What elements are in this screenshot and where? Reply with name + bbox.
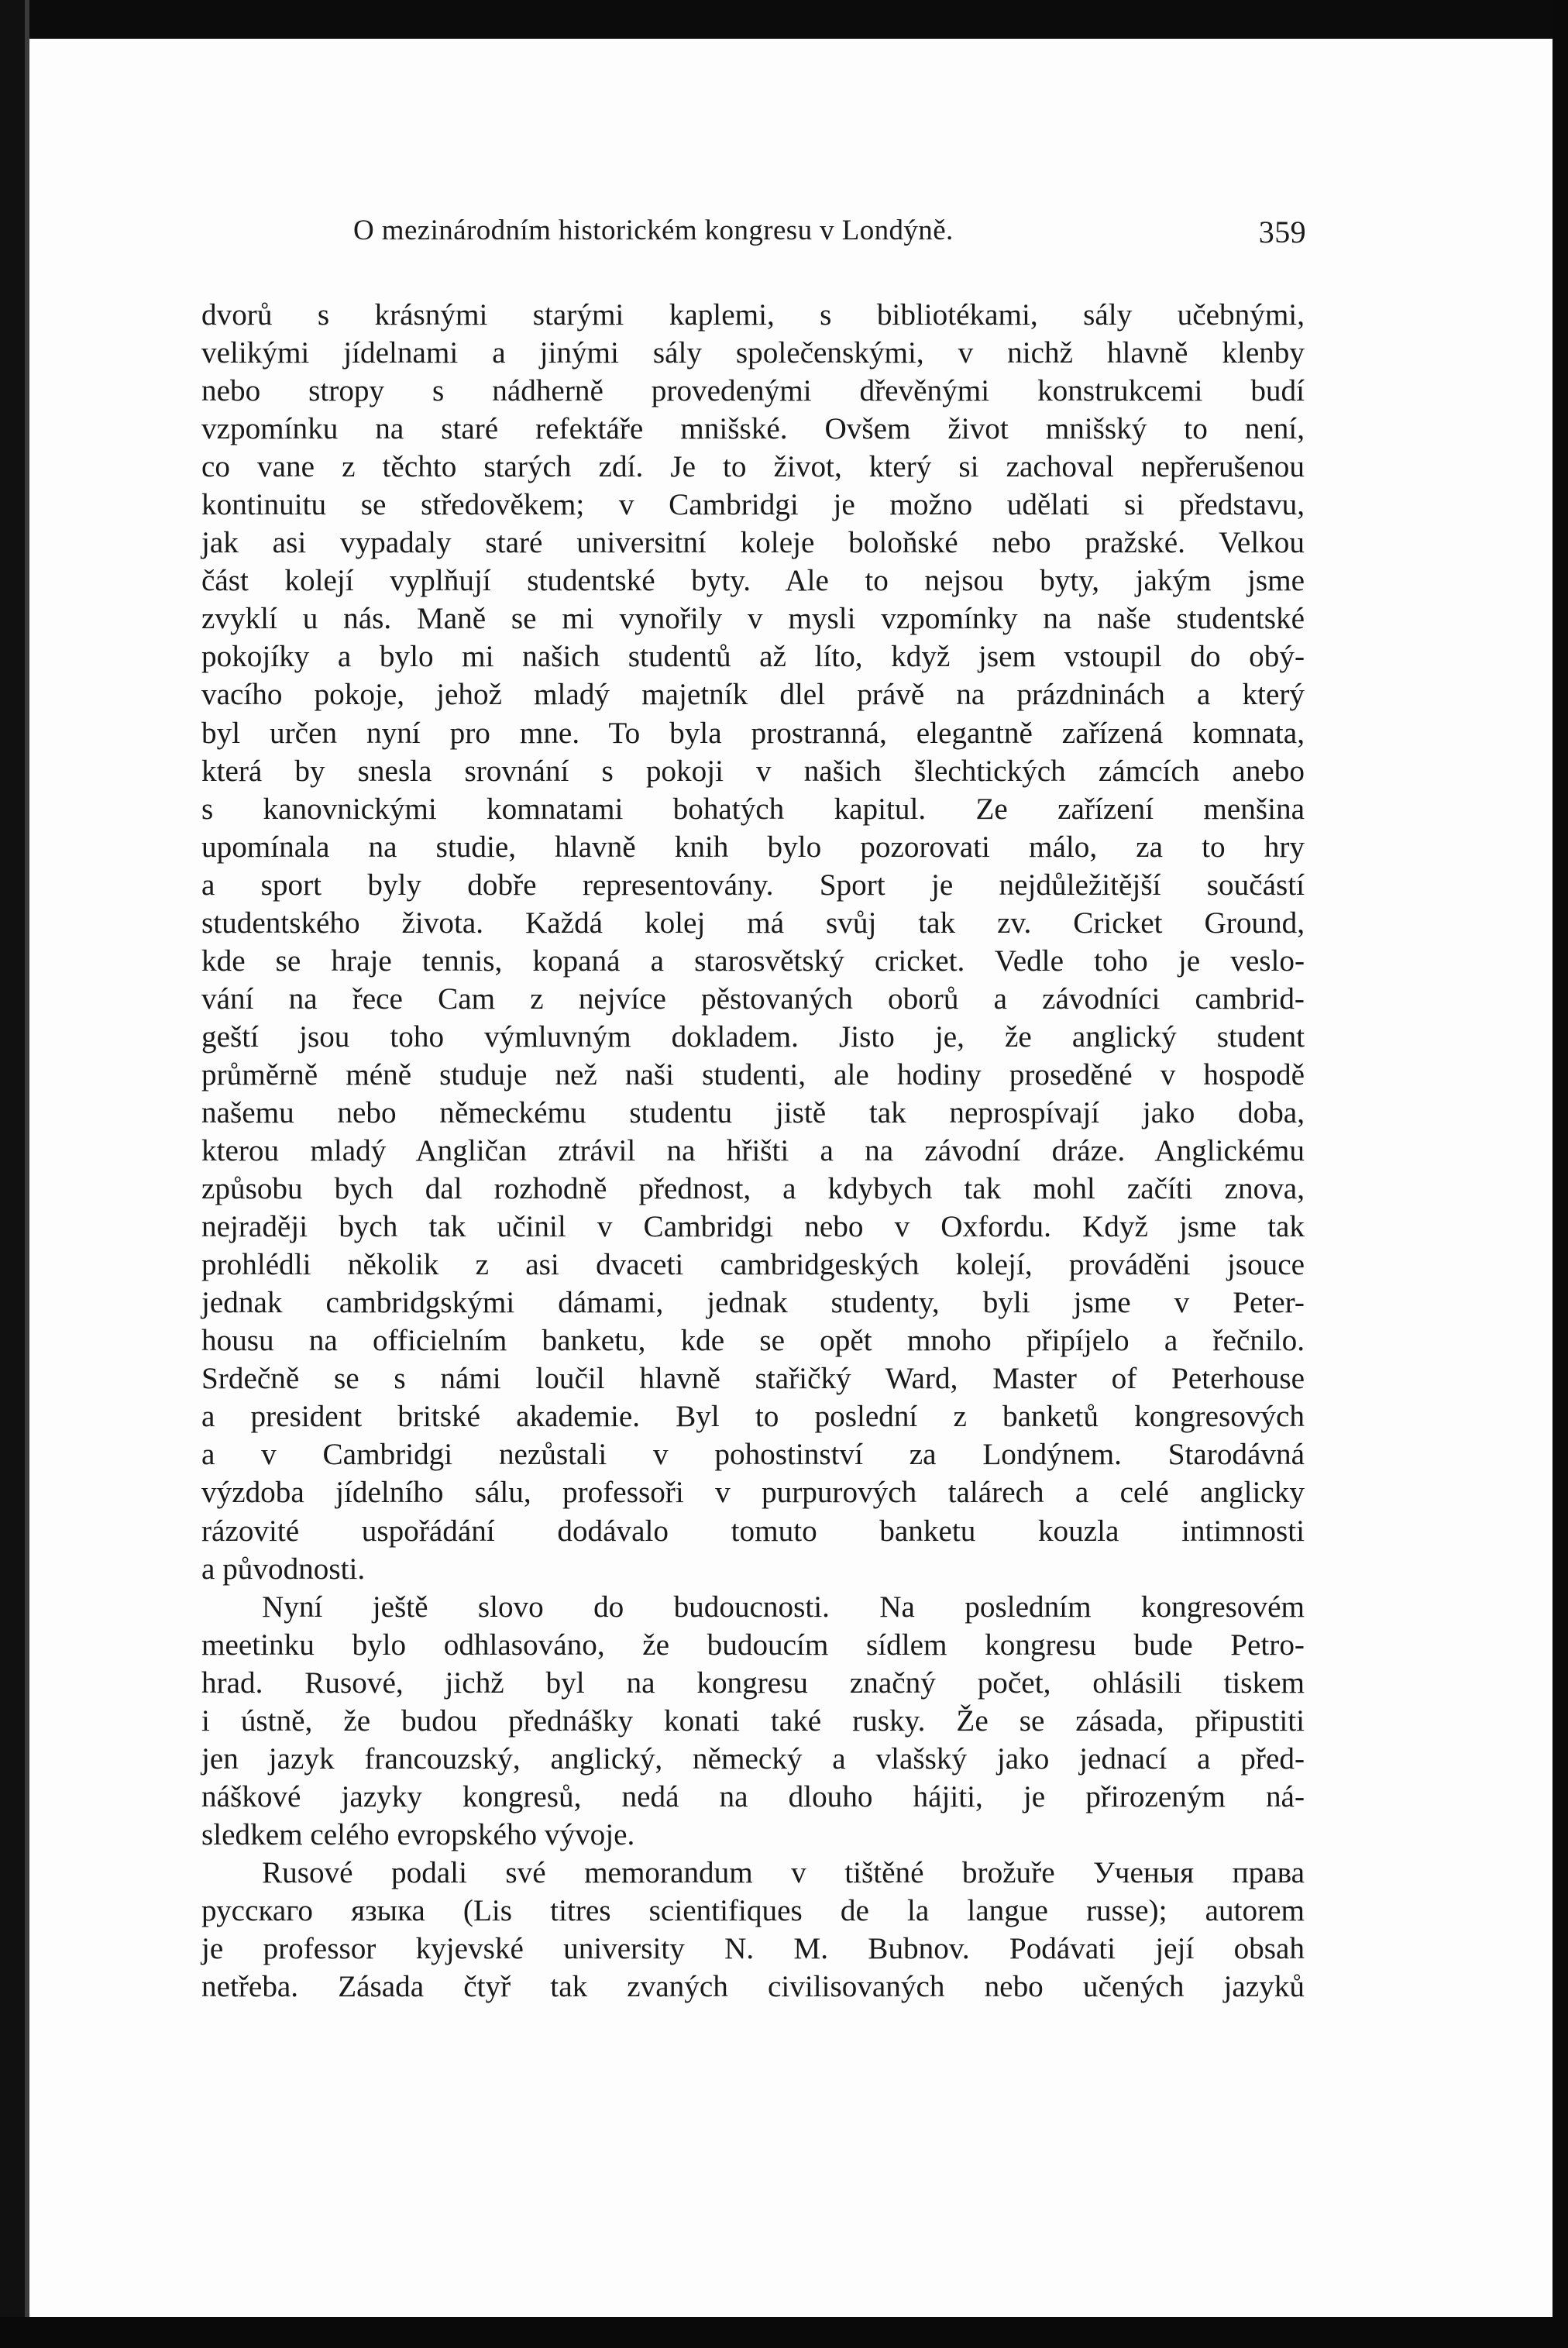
running-header: [198, 214, 1306, 260]
paragraph-first-line: Nyní ještě slovo do budoucnosti. Na posledním kongresovém: [262, 1590, 1305, 1624]
text-line: housu na officielním banketu, kde se opět mnoho připíjelo a řečnilo.: [201, 1324, 1305, 1358]
text-line: byl určen nyní pro mne. To byla prostranná, elegantně zařízená komnata,: [201, 716, 1305, 750]
text-line: geští jsou toho výmluvným dokladem. Jisto je, že anglický student: [201, 1019, 1305, 1054]
scan-border-top: [0, 0, 1568, 39]
scan-border-right: [1553, 0, 1568, 2348]
text-line: a president britské akademie. Byl to poslední z banketů kongresových: [201, 1400, 1305, 1434]
text-line: nebo stropy s nádherně provedenými dřevěnými konstrukcemi budí: [201, 374, 1305, 408]
text-line: a sport byly dobře representovány. Sport je nejdůležitější součástí: [201, 868, 1305, 902]
text-line: nejraději bych tak učinil v Cambridgi nebo v Oxfordu. Když jsme tak: [201, 1210, 1305, 1244]
page-number: 359: [1258, 215, 1306, 249]
text-line: pokojíky a bylo mi našich studentů až líto, když jsem vstoupil do obý-: [201, 640, 1305, 674]
body-text: [201, 296, 1305, 2006]
text-line: jak asi vypadaly staré universitní koleje boloňské nebo pražské. Velkou: [201, 526, 1305, 560]
text-line: průměrně méně studuje než naši studenti, ale hodiny proseděné v hospodě: [201, 1057, 1305, 1091]
text-line: netřeba. Zásada čtyř tak zvaných civilisovaných nebo učených jazyků: [201, 1970, 1305, 2004]
text-line: a původnosti.: [201, 1552, 366, 1586]
text-line: dvorů s krásnými starými kaplemi, s bibliotékami, sály učebnými,: [201, 298, 1305, 332]
text-line: studentského života. Každá kolej má svůj tak zv. Cricket Ground,: [201, 906, 1305, 940]
running-title: O mezinárodním historickém kongresu v Londýně.: [353, 215, 954, 246]
text-line: co vane z těchto starých zdí. Je to život, který si zachoval nepřerušenou: [201, 450, 1305, 484]
text-line: kterou mladý Angličan ztrávil na hřišti a na závodní dráze. Anglickému: [201, 1134, 1305, 1168]
text-line: jen jazyk francouzský, anglický, německý a vlašský jako jednací a před-: [201, 1741, 1305, 1776]
text-line: způsobu bych dal rozhodně přednost, a kdybych tak mohl začíti znova,: [201, 1172, 1305, 1206]
text-line: je professor kyjevské university N. M. Bubnov. Podávati její obsah: [201, 1932, 1305, 1966]
text-line: náškové jazyky kongresů, nedá na dlouho hájiti, je přirozeným ná-: [201, 1779, 1305, 1813]
paragraph-first-line: Rusové podali své memorandum v tištěné brožuře Ученыя права: [262, 1855, 1305, 1889]
text-line: kontinuitu se středověkem; v Cambridgi je možno udělati si představu,: [201, 488, 1305, 522]
text-line: upomínala na studie, hlavně knih bylo pozorovati málo, za to hry: [201, 830, 1305, 864]
text-line: část kolejí vyplňují studentské byty. Ale to nejsou byty, jakým jsme: [201, 564, 1305, 598]
text-line: русскаго языка (Lis titres scientifiques de la langue russe); autorem: [201, 1893, 1305, 1927]
text-line: Srdečně se s námi loučil hlavně stařičký Ward, Master of Peterhouse: [201, 1362, 1305, 1396]
text-line: vacího pokoje, jehož mladý majetník dlel právě na prázdninách a který: [201, 678, 1305, 712]
text-line: velikými jídelnami a jinými sály společenskými, v nichž hlavně klenby: [201, 336, 1305, 370]
text-line: hrad. Rusové, jichž byl na kongresu značný počet, ohlásili tiskem: [201, 1666, 1305, 1700]
text-line: sledkem celého evropského vývoje.: [201, 1817, 635, 1851]
scan-border-left: [0, 0, 25, 2348]
scan-border-bottom: [0, 2317, 1568, 2348]
text-line: jednak cambridgskými dámami, jednak studenty, byli jsme v Peter-: [201, 1286, 1305, 1320]
text-line: vzpomínku na staré refektáře mnišské. Ovšem život mnišský to není,: [201, 412, 1305, 446]
text-line: a v Cambridgi nezůstali v pohostinství za Londýnem. Starodávná: [201, 1438, 1305, 1472]
text-line: rázovité uspořádání dodávalo tomuto banketu kouzla intimnosti: [201, 1514, 1305, 1548]
text-line: našemu nebo německému studentu jistě tak neprospívají jako doba,: [201, 1095, 1305, 1129]
text-line: meetinku bylo odhlasováno, že budoucím sídlem kongresu bude Petro-: [201, 1628, 1305, 1662]
text-line: zvyklí u nás. Maně se mi vynořily v mysli vzpomínky na naše studentské: [201, 602, 1305, 636]
text-line: s kanovnickými komnatami bohatých kapitul. Ze zařízení menšina: [201, 792, 1305, 826]
text-line: prohlédli několik z asi dvaceti cambridgeských kolejí, prováděni jsouce: [201, 1248, 1305, 1282]
text-line: výzdoba jídelního sálu, professoři v purpurových talárech a celé anglicky: [201, 1476, 1305, 1510]
text-line: která by snesla srovnání s pokoji v našich šlechtických zámcích anebo: [201, 754, 1305, 788]
text-line: i ústně, že budou přednášky konati také rusky. Že se zásada, připustiti: [201, 1703, 1305, 1738]
text-line: vání na řece Cam z nejvíce pěstovaných oborů a závodníci cambrid-: [201, 981, 1305, 1016]
scan-border-left-shadow: [25, 0, 29, 2348]
text-line: kde se hraje tennis, kopaná a starosvětský cricket. Vedle toho je veslo-: [201, 944, 1305, 978]
